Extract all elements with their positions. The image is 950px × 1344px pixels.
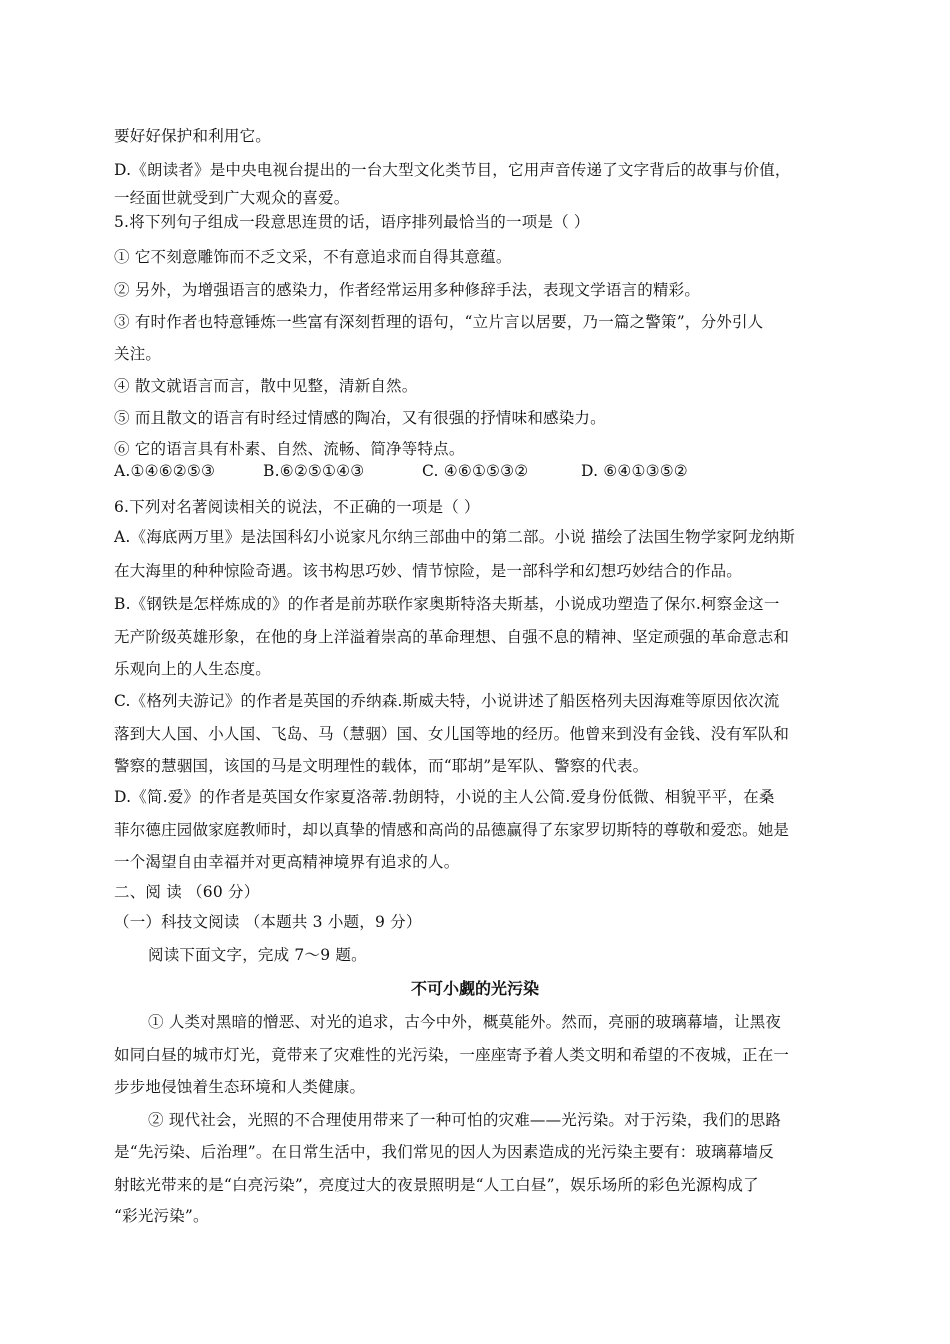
q5-option-b: B.⑥②⑤①④③ bbox=[263, 462, 365, 480]
article-paragraph-1-cont2: 步步地侵蚀着生态环境和人类健康。 bbox=[114, 1078, 366, 1096]
subsection-heading: （一）科技文阅读 （本题共 3 小题，9 分） bbox=[114, 913, 422, 931]
q4-option-d: D.《朗读者》是中央电视台提出的一台大型文化类节目，它用声音传递了文字背后的故事与价值， bbox=[114, 161, 791, 179]
q5-sentence-5: ⑤ 而且散文的语言有时经过情感的陶冶，又有很强的抒情味和感染力。 bbox=[114, 409, 606, 427]
q6-option-b-cont2: 乐观向上的人生态度。 bbox=[114, 660, 272, 678]
reading-instruction: 阅读下面文字，完成 7～9 题。 bbox=[148, 946, 367, 964]
q4-text-tail: 要好好保护和利用它。 bbox=[114, 127, 272, 145]
q5-sentence-2: ② 另外，为增强语言的感染力，作者经常运用多种修辞手法，表现文学语言的精彩。 bbox=[114, 281, 701, 299]
q5-option-a: A.①④⑥②⑤③ bbox=[114, 462, 216, 480]
q5-option-d: D. ⑥④①③⑤② bbox=[581, 462, 688, 480]
q5-sentence-6: ⑥ 它的语言具有朴素、自然、流畅、简净等特点。 bbox=[114, 440, 465, 458]
q5-sentence-3-cont: 关注。 bbox=[114, 345, 162, 363]
q5-sentence-4: ④ 散文就语言而言，散中见整，清新自然。 bbox=[114, 377, 418, 395]
q6-option-b: B.《钢铁是怎样炼成的》的作者是前苏联作家奥斯特洛夫斯基，小说成功塑造了保尔.柯察金这一 bbox=[114, 595, 780, 613]
article-paragraph-1-cont1: 如同白昼的城市灯光，竟带来了灾难性的光污染，一座座寄予着人类文明和希望的不夜城，正在一 bbox=[114, 1046, 790, 1064]
q6-option-b-cont1: 无产阶级英雄形象，在他的身上洋溢着崇高的革命理想、自强不息的精神、坚定顽强的革命意志和 bbox=[114, 628, 790, 646]
section-heading: 二、阅 读 （60 分） bbox=[114, 883, 260, 901]
q6-option-c-cont2: 警察的慧骃国，该国的马是文明理性的载体，而“耶胡”是军队、警察的代表。 bbox=[114, 757, 649, 775]
article-paragraph-2-cont1: 是“先污染、后治理”。在日常生活中，我们常见的因人为因素造成的光污染主要有：玻璃幕墙反 bbox=[114, 1143, 774, 1161]
q6-option-d-cont1: 菲尔德庄园做家庭教师时，却以真挚的情感和高尚的品德赢得了东家罗切斯特的尊敬和爱恋。她是 bbox=[114, 821, 790, 839]
q4-option-d-cont: 一经面世就受到广大观众的喜爱。 bbox=[114, 189, 350, 207]
q6-stem: 6.下列对名著阅读相关的说法，不正确的一项是（ ） bbox=[114, 498, 480, 516]
q6-option-c-cont1: 落到大人国、小人国、飞岛、马（慧骃）国、女儿国等地的经历。他曾来到没有金钱、没有军队和 bbox=[114, 725, 790, 743]
q6-option-d: D.《简.爱》的作者是英国女作家夏洛蒂.勃朗特，小说的主人公简.爱身份低微、相貌平平，在桑 bbox=[114, 788, 775, 806]
article-title: 不可小觑的光污染 bbox=[410, 979, 539, 998]
q5-sentence-1: ① 它不刻意雕饰而不乏文采，不有意追求而自得其意蕴。 bbox=[114, 248, 512, 266]
article-paragraph-2-cont3: “彩光污染”。 bbox=[114, 1207, 209, 1225]
q5-sentence-3: ③ 有时作者也特意锤炼一些富有深刻哲理的语句，“立片言以居要，乃一篇之警策”，分外引人 bbox=[114, 313, 764, 331]
q6-option-c: C.《格列夫游记》的作者是英国的乔纳森.斯威夫特，小说讲述了船医格列夫因海难等原因依次流 bbox=[114, 692, 780, 710]
q5-options bbox=[114, 461, 688, 481]
q6-option-a-cont: 在大海里的种种惊险奇遇。该书构思巧妙、情节惊险，是一部科学和幻想巧妙结合的作品。 bbox=[114, 562, 743, 580]
article-paragraph-2-cont2: 射眩光带来的是“白亮污染”，亮度过大的夜景照明是“人工白昼”，娱乐场所的彩色光源构成了 bbox=[114, 1176, 759, 1194]
article-paragraph-1: ① 人类对黑暗的憎恶、对光的追求，古今中外，概莫能外。然而，亮丽的玻璃幕墙，让黑夜 bbox=[148, 1013, 782, 1031]
article-paragraph-2: ② 现代社会，光照的不合理使用带来了一种可怕的灾难——光污染。对于污染，我们的思路 bbox=[148, 1111, 782, 1129]
q5-stem: 5.将下列句子组成一段意思连贯的话，语序排列最恰当的一项是（ ） bbox=[114, 213, 590, 231]
q6-option-d-cont2: 一个渴望自由幸福并对更高精神境界有追求的人。 bbox=[114, 853, 460, 871]
q5-option-c: C. ④⑥①⑤③② bbox=[422, 462, 529, 480]
q6-option-a: A.《海底两万里》是法国科幻小说家凡尔纳三部曲中的第二部。小说 描绘了法国生物学家阿龙纳斯 bbox=[114, 528, 796, 546]
